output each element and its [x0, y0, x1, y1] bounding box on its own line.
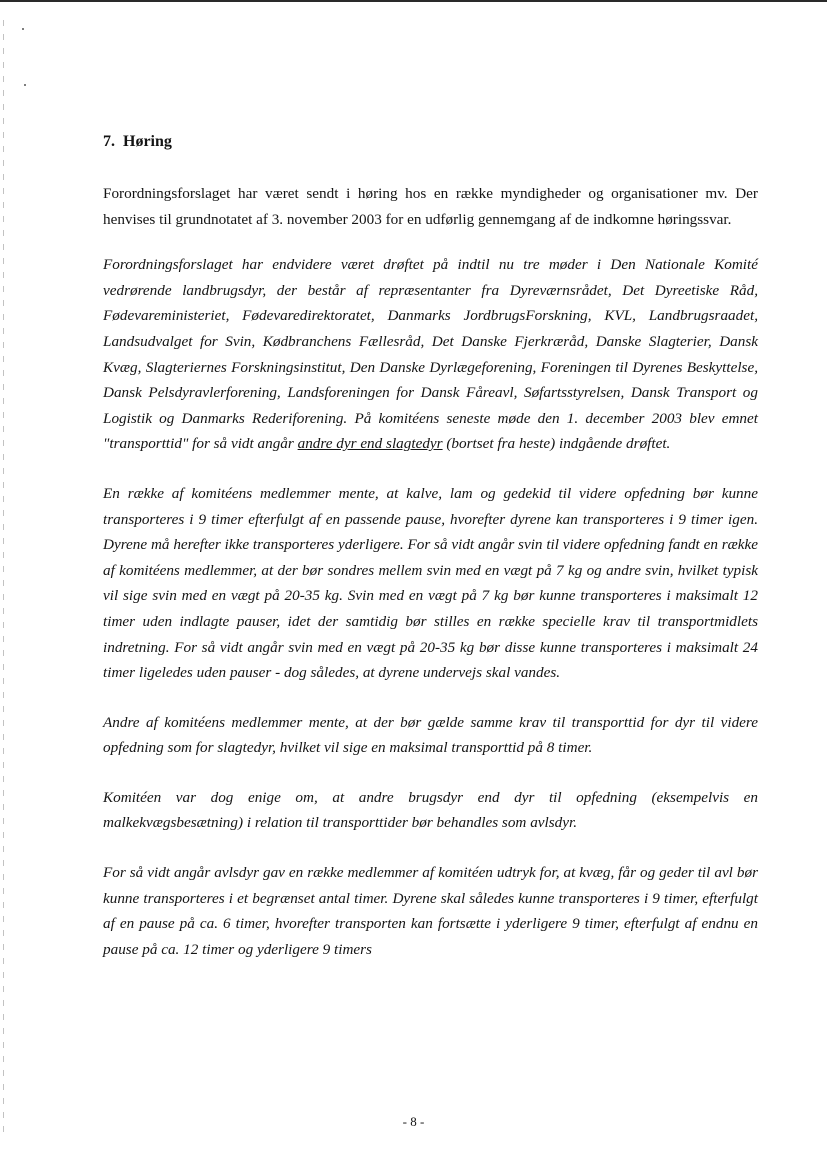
paragraph-text: (bortset fra heste) indgående drøftet. — [442, 435, 671, 453]
paragraph-opfedning-views: En række af komitéens medlemmer mente, at kalve, lam og gedekid til videre opfedning bør kunne transporteres i 9 timer efterfulgt af en passende pause, hvorefter dyrene kan transporteres i 9 timer igen. Dyrene må herefter ikke transporteres yderligere. For så vidt angår svin til videre opfedning fandt en række af komitéens medlemmer, at der bør sondres mellem svin med en vægt på 7 kg og andre svin, hvilket typisk vil sige svin med en vægt på 20-35 kg. Svin med en vægt på 7 kg bør kunne transporteres i maksimalt 12 timer uden indlagte pauser, idet der samtidig bør stilles en række specielle krav til transportmidlets indretning. For så vidt angår svin med en vægt på 20-35 kg bør disse kunne transporteres i maksimalt 24 timer ligeledes uden pauser - dog således, at dyrene undervejs skal vandes. — [103, 484, 758, 682]
page-number: - 8 - — [402, 1114, 425, 1129]
paragraph-other-members: Andre af komitéens medlemmer mente, at der bør gælde samme krav til transporttid for dyr til videre opfedning som for slagtedyr, hvilket vil sige en maksimal transporttid på 8 timer. — [103, 713, 758, 757]
document-body — [103, 131, 758, 986]
section-heading — [103, 131, 758, 153]
underlined-phrase: andre dyr end slagtedyr — [297, 435, 443, 453]
paragraph-hearing-intro: Forordningsforslaget har været sendt i høring hos en række myndigheder og organisationer mv. Der henvises til grundnotatet af 3. november 2003 for en udførlig gennemgang af de indkomne høringssvar. — [103, 185, 758, 228]
scan-speck — [22, 28, 24, 30]
section-title: Høring — [123, 133, 172, 150]
paragraph-consensus: Komitéen var dog enige om, at andre brugsdyr end dyr til opfedning (eksempelvis en malkekvægsbesætning) i relation til transporttider bør behandles som avlsdyr. — [103, 788, 758, 832]
section-number: 7. — [103, 133, 115, 150]
scan-left-edge — [3, 20, 4, 1140]
top-border-line — [0, 0, 827, 2]
paragraph-committee-discussion — [103, 252, 758, 457]
scan-speck — [24, 84, 26, 86]
paragraph-text: Forordningsforslaget har endvidere været drøftet på indtil nu tre møder i Den Nationale Komité vedrørende landbrugsdyr, der består af repræsentanter fra Dyreværnsrådet, Det Dyreetiske Råd, Fødevareministeriet, Fødevaredirektoratet, Danmarks JordbrugsForskning, KVL, Landbrugsraadet, Landsudvalget for Svin, Kødbranchens Fællesråd, Det Danske Fjerkræråd, Danske Slagterier, Dansk Kvæg, Slagteriernes Forskningsinstitut, Den Danske Dyrlægeforening, Foreningen til Dyrenes Beskyttelse, Dansk Pelsdyravlerforening, Landsforeningen for Dansk Fåreavl, Søfartsstyrelsen, Dansk Transport og Logistik og Danmarks Rederiforening. På komitéens seneste møde den 1. december 2003 blev emnet "transporttid" for så vidt angår — [103, 256, 758, 453]
paragraph-breeding-animals: For så vidt angår avlsdyr gav en række medlemmer af komitéen udtryk for, at kvæg, får og geder til avl bør kunne transporteres i et begrænset antal timer. Dyrene skal således kunne transporteres i 9 timer, efterfulgt af en pause på ca. 6 timer, hvorefter transporten kan fortsætte i yderligere 9 timer, efterfulgt af endnu en pause på ca. 12 timer og yderligere 9 timers — [103, 864, 758, 958]
